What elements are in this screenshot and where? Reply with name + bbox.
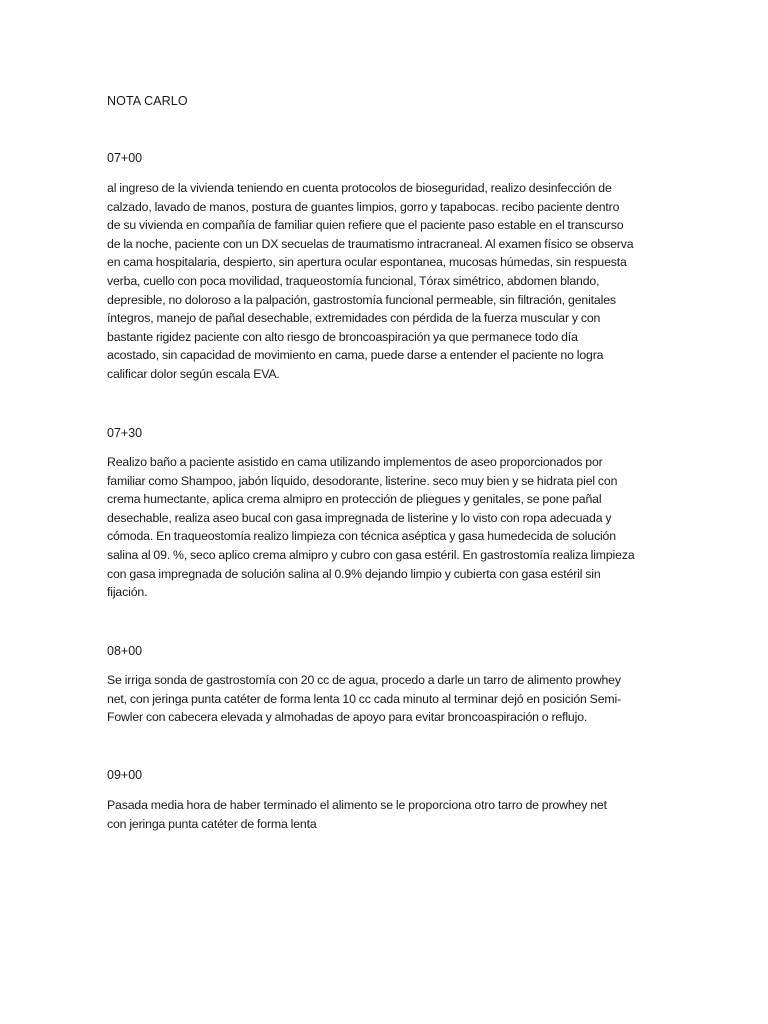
text-line: de su vivienda en compañía de familiar quien refiere que el paciente paso estable en el transcurso [107, 218, 624, 233]
text-line: calificar dolor según escala EVA. [107, 366, 280, 381]
text-line: depresible, no doloroso a la palpación, gastrostomía funcional permeable, sin filtración, genitales [107, 292, 616, 307]
entry-time: 07+00 [107, 151, 143, 165]
text-line: en cama hospitalaria, despierto, sin apertura ocular espontanea, mucosas húmedas, sin respuesta [107, 255, 627, 270]
document-title: NOTA CARLO [107, 94, 188, 108]
entry-text [107, 453, 667, 602]
text-line: acostado, sin capacidad de movimiento en cama, puede darse a entender el paciente no logra [107, 348, 604, 363]
entry-time: 07+30 [107, 426, 143, 440]
text-line: Realizo baño a paciente asistido en cama utilizando implementos de aseo proporcionados por [107, 455, 603, 469]
entry-text [107, 796, 667, 833]
text-line: Se irriga sonda de gastrostomía con 20 cc de agua, procedo a darle un tarro de alimento prowhey [107, 673, 621, 687]
text-line: bastante rigidez paciente con alto riesgo de broncoaspiración ya que permanece todo día [107, 329, 578, 344]
text-line: verba, cuello con poca movilidad, traqueostomía funcional, Tórax simétrico, abdomen blando, [107, 273, 600, 288]
text-line: con gasa impregnada de solución salina al 0.9% dejando limpio y cubierta con gasa estéril sin [107, 566, 601, 581]
text-line: íntegros, manejo de pañal desechable, extremidades con pérdida de la fuerza muscular y con [107, 311, 601, 326]
text-line: familiar como Shampoo, jabón líquido, desodorante, listerine. seco muy bien y se hidrata piel con [107, 473, 618, 488]
text-line: al ingreso de la vivienda teniendo en cuenta protocolos de bioseguridad, realizo desinfección de [107, 181, 612, 195]
entry-text [107, 671, 667, 727]
text-line: fijación. [107, 585, 148, 600]
entry-text [107, 179, 667, 384]
text-line: de la noche, paciente con un DX secuelas de traumatismo intracraneal. Al examen físico se observa [107, 236, 634, 251]
text-line: calzado, lavado de manos, postura de guantes limpios, gorro y tapabocas. recibo paciente dentro [107, 199, 620, 214]
text-line: Pasada media hora de haber terminado el alimento se le proporciona otro tarro de prowhey net [107, 798, 607, 812]
text-line: cómoda. En traqueostomía realizo limpieza con técnica aséptica y gasa humedecida de solución [107, 529, 616, 544]
text-line: con jeringa punta catéter de forma lenta [107, 816, 317, 831]
text-line: net, con jeringa punta catéter de forma lenta 10 cc cada minuto al terminar dejó en posición Semi- [107, 691, 622, 706]
entry-time: 08+00 [107, 644, 143, 658]
text-line: salina al 09. %, seco aplico crema almipro y cubro con gasa estéril. En gastrostomía realiza limpieza [107, 547, 635, 562]
entry-time: 09+00 [107, 768, 143, 782]
text-line: desechable, realiza aseo bucal con gasa impregnada de listerine y lo visto con ropa adecuada y [107, 510, 612, 525]
text-line: Fowler con cabecera elevada y almohadas de apoyo para evitar broncoaspiración o reflujo. [107, 710, 588, 725]
text-line: crema humectante, aplica crema almipro en protección de pliegues y genitales, se pone pañal [107, 492, 602, 507]
